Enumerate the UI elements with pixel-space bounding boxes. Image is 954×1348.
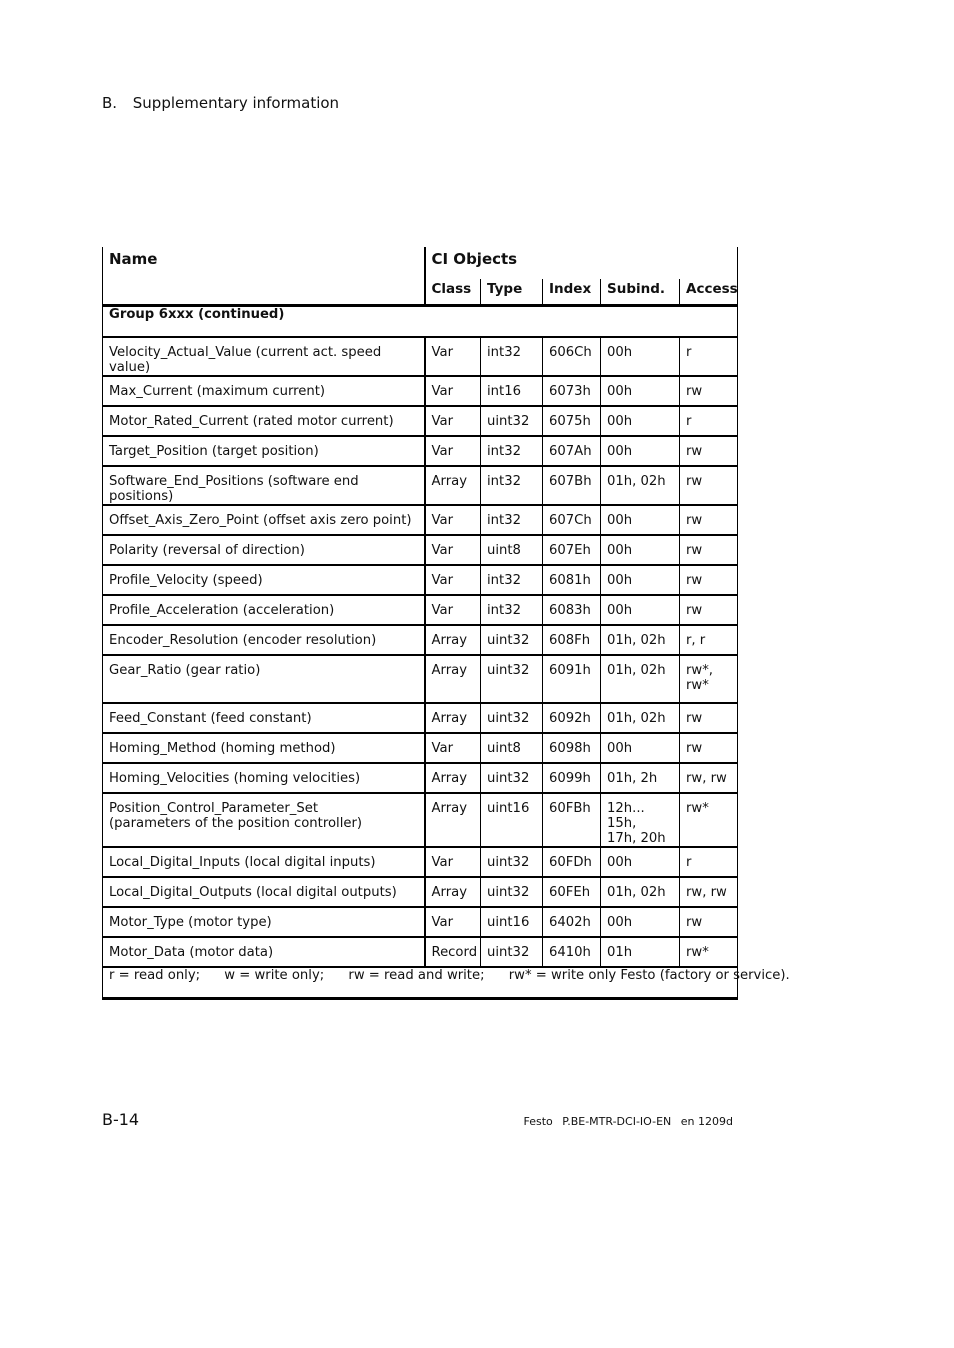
cell-subind: 00h xyxy=(601,595,680,625)
table-row xyxy=(103,655,738,703)
cell-class: Var xyxy=(425,376,481,406)
cell-name: Feed_Constant (feed constant) xyxy=(103,703,425,733)
cell-access: rw xyxy=(680,733,738,763)
cell-index: 60FBh xyxy=(543,793,601,847)
cell-index: 6083h xyxy=(543,595,601,625)
cell-subind: 00h xyxy=(601,733,680,763)
cell-name: Software_End_Positions (software end positions) xyxy=(103,466,425,505)
header-type: Type xyxy=(481,279,543,306)
cell-type: int32 xyxy=(481,466,543,505)
cell-class: Record xyxy=(425,937,481,967)
cell-type: int32 xyxy=(481,505,543,535)
table-row xyxy=(103,847,738,877)
cell-access: rw xyxy=(680,595,738,625)
cell-access: r, r xyxy=(680,625,738,655)
cell-subind: 00h xyxy=(601,406,680,436)
document-code: P.BE-MTR-DCI-IO-EN xyxy=(562,1115,672,1128)
cell-name: Profile_Acceleration (acceleration) xyxy=(103,595,425,625)
cell-access: rw xyxy=(680,436,738,466)
group-title: Group 6xxx (continued) xyxy=(103,306,738,338)
cell-index: 6402h xyxy=(543,907,601,937)
cell-type: uint32 xyxy=(481,625,543,655)
cell-name: Velocity_Actual_Value (current act. speed value) xyxy=(103,337,425,376)
section-title: Supplementary information xyxy=(132,94,340,112)
cell-access: r xyxy=(680,847,738,877)
cell-name: Target_Position (target position) xyxy=(103,436,425,466)
legend-read-write: rw = read and write; xyxy=(348,968,485,983)
cell-subind: 00h xyxy=(601,337,680,376)
cell-type: uint32 xyxy=(481,763,543,793)
header-name: Name xyxy=(103,247,425,306)
cell-name: Encoder_Resolution (encoder resolution) xyxy=(103,625,425,655)
cell-index: 6099h xyxy=(543,763,601,793)
cell-access: rw xyxy=(680,703,738,733)
cell-name: Motor_Data (motor data) xyxy=(103,937,425,967)
cell-name: Local_Digital_Outputs (local digital outputs) xyxy=(103,877,425,907)
cell-name: Polarity (reversal of direction) xyxy=(103,535,425,565)
table-row xyxy=(103,763,738,793)
table-row xyxy=(103,376,738,406)
header-subind: Subind. xyxy=(601,279,680,306)
cell-class: Var xyxy=(425,565,481,595)
header-access: Access xyxy=(680,279,738,306)
table-row xyxy=(103,703,738,733)
cell-subind: 01h, 02h xyxy=(601,466,680,505)
cell-subind: 00h xyxy=(601,436,680,466)
cell-class: Var xyxy=(425,535,481,565)
cell-type: uint32 xyxy=(481,937,543,967)
cell-access: rw, rw xyxy=(680,877,738,907)
cell-subind: 01h, 2h xyxy=(601,763,680,793)
cell-index: 6091h xyxy=(543,655,601,703)
cell-access: rw xyxy=(680,376,738,406)
cell-name: Offset_Axis_Zero_Point (offset axis zero point) xyxy=(103,505,425,535)
cell-index: 607Eh xyxy=(543,535,601,565)
cell-subind: 12h... 15h, 17h, 20h xyxy=(601,793,680,847)
cell-access: rw, rw xyxy=(680,763,738,793)
cell-subind: 00h xyxy=(601,535,680,565)
cell-subind: 01h, 02h xyxy=(601,703,680,733)
cell-access: r xyxy=(680,337,738,376)
cell-index: 608Fh xyxy=(543,625,601,655)
cell-index: 607Bh xyxy=(543,466,601,505)
cell-type: uint32 xyxy=(481,406,543,436)
table-row xyxy=(103,937,738,967)
header-class: Class xyxy=(425,279,481,306)
cell-class: Array xyxy=(425,703,481,733)
cell-name: Position_Control_Parameter_Set (parameters of the position controller) xyxy=(103,793,425,847)
table-row xyxy=(103,595,738,625)
cell-index: 607Ah xyxy=(543,436,601,466)
table-row xyxy=(103,406,738,436)
cell-index: 6092h xyxy=(543,703,601,733)
cell-access: rw xyxy=(680,505,738,535)
cell-access: rw xyxy=(680,535,738,565)
table-row xyxy=(103,436,738,466)
page-number: B-14 xyxy=(102,1110,140,1129)
cell-name: Motor_Type (motor type) xyxy=(103,907,425,937)
cell-type: int32 xyxy=(481,436,543,466)
cell-type: uint32 xyxy=(481,877,543,907)
cell-type: uint32 xyxy=(481,655,543,703)
table-row xyxy=(103,877,738,907)
table-row xyxy=(103,337,738,376)
cell-index: 607Ch xyxy=(543,505,601,535)
cell-index: 606Ch xyxy=(543,337,601,376)
table-row xyxy=(103,625,738,655)
cell-subind: 00h xyxy=(601,847,680,877)
cell-subind: 00h xyxy=(601,505,680,535)
cell-class: Var xyxy=(425,595,481,625)
cell-access: rw* xyxy=(680,793,738,847)
cell-subind: 01h, 02h xyxy=(601,655,680,703)
cell-type: int32 xyxy=(481,337,543,376)
cell-index: 60FEh xyxy=(543,877,601,907)
cell-class: Var xyxy=(425,337,481,376)
cell-name: Profile_Velocity (speed) xyxy=(103,565,425,595)
table-row xyxy=(103,565,738,595)
table-row xyxy=(103,793,738,847)
cell-type: uint16 xyxy=(481,907,543,937)
document-version: en 1209d xyxy=(680,1115,733,1128)
cell-subind: 00h xyxy=(601,565,680,595)
cell-type: int32 xyxy=(481,595,543,625)
cell-type: uint16 xyxy=(481,793,543,847)
cell-class: Var xyxy=(425,733,481,763)
table-row xyxy=(103,907,738,937)
cell-subind: 00h xyxy=(601,376,680,406)
cell-access: rw* xyxy=(680,937,738,967)
cell-access: r xyxy=(680,406,738,436)
document-reference xyxy=(518,1115,733,1128)
cell-access: rw xyxy=(680,466,738,505)
header-ci-objects: CI Objects xyxy=(425,247,738,279)
cell-access: rw xyxy=(680,907,738,937)
cell-class: Var xyxy=(425,847,481,877)
cell-type: uint8 xyxy=(481,733,543,763)
cell-class: Array xyxy=(425,655,481,703)
cell-class: Array xyxy=(425,793,481,847)
cell-subind: 00h xyxy=(601,907,680,937)
cell-index: 6098h xyxy=(543,733,601,763)
cell-access: rw*, rw* xyxy=(680,655,738,703)
cell-subind: 01h, 02h xyxy=(601,625,680,655)
cell-class: Array xyxy=(425,763,481,793)
cell-index: 6075h xyxy=(543,406,601,436)
cell-class: Var xyxy=(425,907,481,937)
cell-index: 6410h xyxy=(543,937,601,967)
table-row xyxy=(103,466,738,505)
legend-write-festo: rw* = write only Festo (factory or service). xyxy=(508,968,790,983)
legend-read: r = read only; xyxy=(109,968,201,983)
cell-class: Array xyxy=(425,625,481,655)
cell-name: Max_Current (maximum current) xyxy=(103,376,425,406)
cell-type: uint32 xyxy=(481,703,543,733)
section-number: B. xyxy=(102,94,118,112)
cell-type: uint8 xyxy=(481,535,543,565)
cell-name: Motor_Rated_Current (rated motor current) xyxy=(103,406,425,436)
cell-type: uint32 xyxy=(481,847,543,877)
cell-class: Var xyxy=(425,505,481,535)
cell-access: rw xyxy=(680,565,738,595)
cell-class: Array xyxy=(425,877,481,907)
cell-subind: 01h, 02h xyxy=(601,877,680,907)
cell-index: 60FDh xyxy=(543,847,601,877)
cell-name: Local_Digital_Inputs (local digital inputs) xyxy=(103,847,425,877)
header-index: Index xyxy=(543,279,601,306)
cell-class: Array xyxy=(425,466,481,505)
table-row xyxy=(103,535,738,565)
section-header xyxy=(102,94,339,112)
table-row xyxy=(103,505,738,535)
table-row xyxy=(103,733,738,763)
company-name: Festo xyxy=(523,1115,553,1128)
cell-subind: 01h xyxy=(601,937,680,967)
cell-class: Var xyxy=(425,406,481,436)
legend-write: w = write only; xyxy=(224,968,325,983)
cell-index: 6081h xyxy=(543,565,601,595)
cell-type: int32 xyxy=(481,565,543,595)
cell-name: Gear_Ratio (gear ratio) xyxy=(103,655,425,703)
legend xyxy=(103,967,790,999)
cell-type: int16 xyxy=(481,376,543,406)
cell-name: Homing_Velocities (homing velocities) xyxy=(103,763,425,793)
cell-name: Homing_Method (homing method) xyxy=(103,733,425,763)
cell-class: Var xyxy=(425,436,481,466)
ci-objects-table xyxy=(102,247,790,1000)
cell-index: 6073h xyxy=(543,376,601,406)
